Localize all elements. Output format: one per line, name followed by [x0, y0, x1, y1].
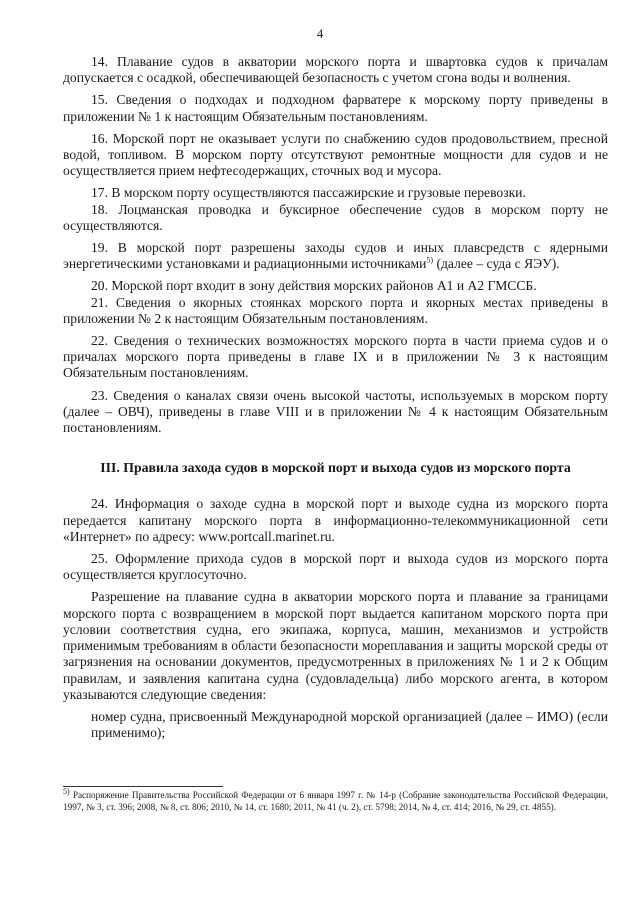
paragraph-20: 20. Морской порт входит в зону действия морских районов А1 и А2 ГМССБ.: [91, 278, 537, 294]
footnote-text: Распоряжение Правительства Российской Федерации от 6 января 1997 г. № 14-р (Собрание законодательства Российской Федерации, 1997, № 3, ст. 396; 2008, № 8, ст. 806; 2010, № 14, ст. 1680; 2011, № 41 (ч. 2), ст. 5798; 2014, № 4, ст. 414; 2016, № 29, ст. 4855).: [63, 790, 608, 812]
document-body: [63, 54, 608, 741]
paragraph-18: 18. Лоцманская проводка и буксирное обеспечение судов в морском порту не осуществляются.: [63, 201, 608, 233]
paragraph-23: 23. Сведения о каналах связи очень высокой частоты, используемых в морском порту (далее – ОВЧ), приведены в главе VIII и в приложении № 4 к настоящим Обязательным постановлениям.: [63, 387, 608, 436]
paragraph-19-tail: (далее – суда с ЯЭУ).: [433, 256, 560, 272]
paragraph-19: [63, 240, 608, 272]
footnote-reference: 5): [426, 255, 434, 265]
paragraph-21: 21. Сведения о якорных стоянках морского порта и якорных местах приведены в приложении № 2 к настоящим Обязательным постановлениям.: [63, 294, 608, 326]
paragraph-16: 16. Морской порт не оказывает услуги по снабжению судов продовольствием, пресной водой, топливом. В морском порту отсутствуют ремонтные мощности для судов и не осуществляется прием нефтесодержащих, сточных вод и мусора.: [63, 130, 608, 179]
paragraph-permission: Разрешение на плавание судна в акватории морского порта и плавание за границами морского порта с возвращением в морской порт выдается капитаном морского порта при условии соответствия судна, его экипажа, корпуса, машин, механизмов и устройств применимым требованиям в области безопасности мореплавания и защиты морской среды от загрязнения на основании документов, предусмотренных в приложениях № 1 и 2 к Общим правилам, и заявления капитана судна (судовладельца) либо морского агента, в котором указываются следующие сведения:: [63, 589, 608, 702]
footnote-mark: 5): [63, 786, 70, 796]
paragraph-25: 25. Оформление прихода судов в морской порт и выхода судов из морского порта осуществляется круглосуточно.: [63, 551, 608, 583]
paragraph-14: 14. Плавание судов в акватории морского порта и швартовка судов к причалам допускается с осадкой, обеспечивающей безопасность с учетом сгона воды и волнения.: [63, 54, 608, 86]
paragraph-17: 17. В морском порту осуществляются пассажирские и грузовые перевозки.: [91, 185, 526, 201]
paragraph-imo-number: номер судна, присвоенный Международной морской организацией (далее – ИМО) (если применимо);: [91, 708, 608, 741]
footnote-divider: [63, 786, 223, 787]
section-heading: III. Правила захода судов в морской порт и выхода судов из морского порта: [100, 460, 571, 476]
footnote: [63, 786, 608, 813]
paragraph-22: 22. Сведения о технических возможностях морского порта в части приема судов и о причалах морского порта приведены в главе IX и в приложении № 3 к настоящим Обязательным постановлениям.: [63, 333, 608, 381]
paragraph-19-text: 19. В морской порт разрешены заходы судов и иных плавсредств с ядерными энергетическими установками и радиационными источниками: [63, 240, 608, 272]
paragraph-24: 24. Информация о заходе судна в морской порт и выходе судна из морского порта передается капитану морского порта в информационно-телекоммуникационной сети «Интернет» по адресу: www.portcall.marinet.ru.: [63, 496, 608, 544]
paragraph-15: 15. Сведения о подходах и подходном фарватере к морскому порту приведены в приложении № 1 к настоящим Обязательным постановлениям.: [63, 92, 608, 124]
page-number: 4: [316, 26, 324, 41]
